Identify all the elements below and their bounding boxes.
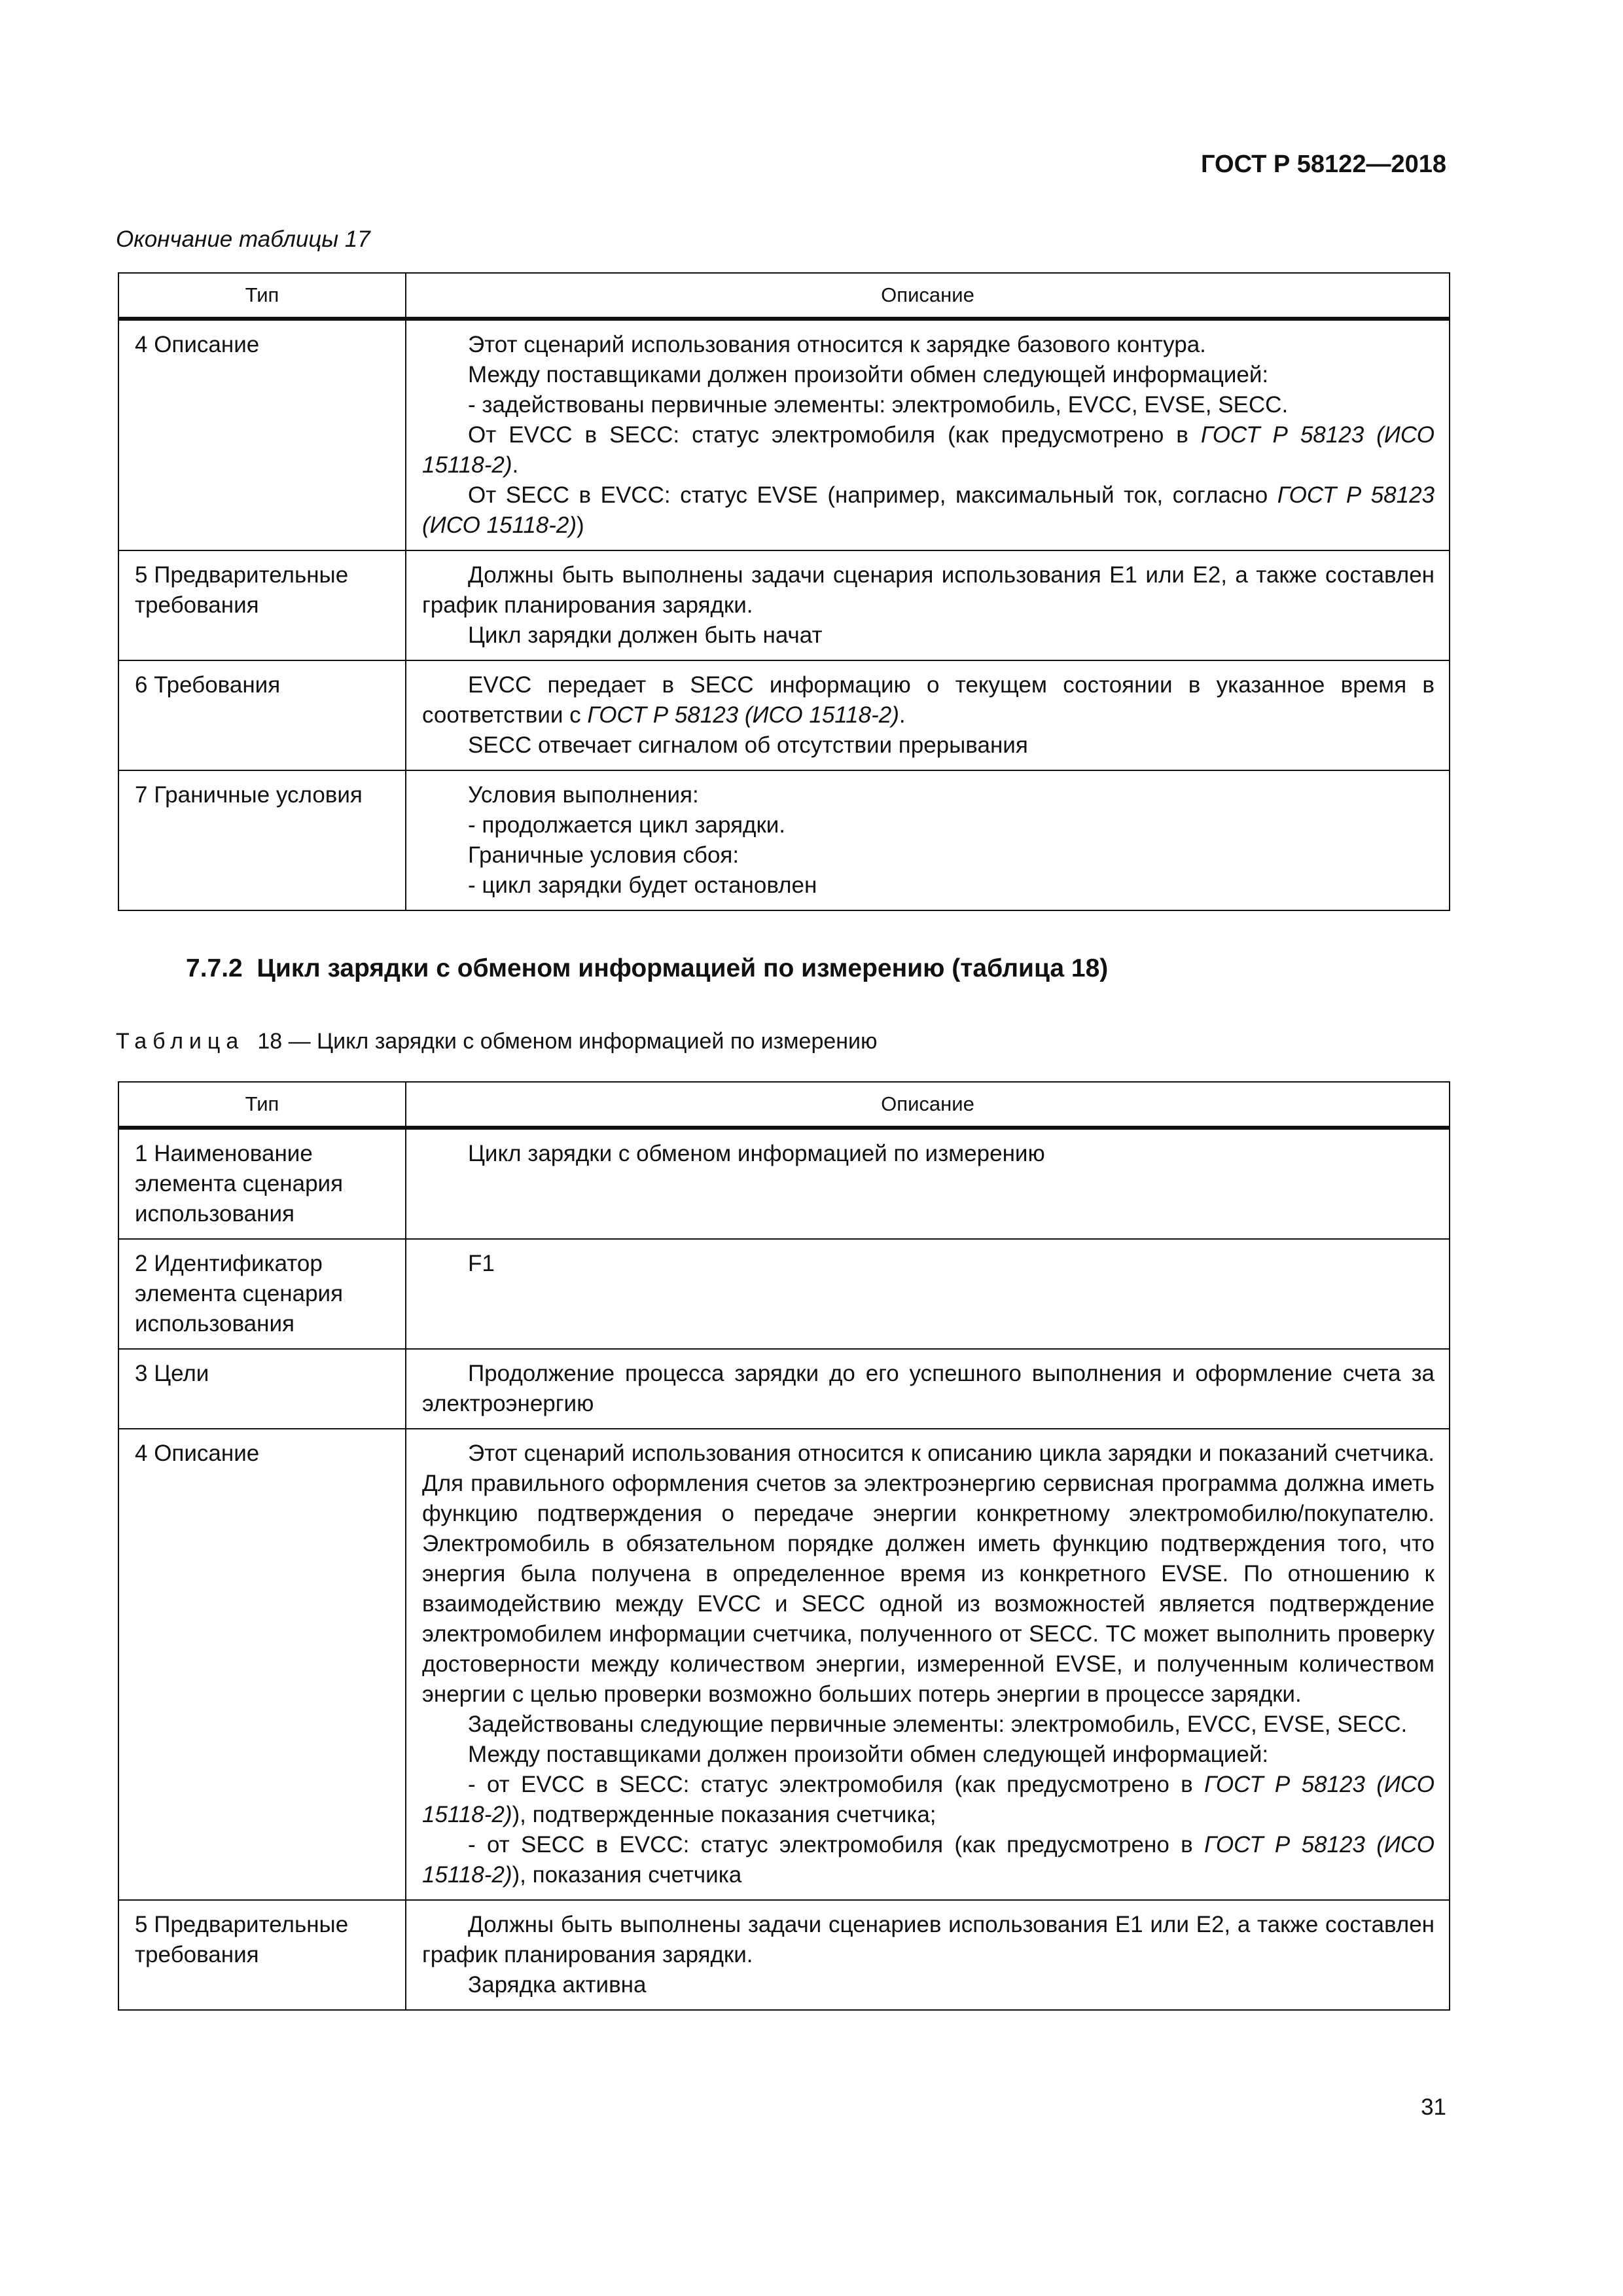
table-row — [118, 1128, 1450, 1239]
paragraph-text: Этот сценарий использования относится к описанию цикла зарядки и показаний счетчика. Для правильного оформления счетов за электроэнергию сервисная программа должна иметь функцию подтверждения о передаче энергии конкретному электромобилю/покупателю. Электромобиль в обязательном порядке должен иметь функцию подтверждения того, что энергия была получена в определенное время из конкретного EVSE. По отношению к взаимодействию между EVCC и SECC одной из возможностей является подтверждение электромобилем информации счетчика, полученного от SECC. ТС может выполнить проверку достоверности между количеством энергии, измеренной EVSE, и полученным количеством энергии с целью проверки возможно больших потерь энергии в процессе зарядки. — [422, 1441, 1435, 1707]
table-row — [118, 550, 1450, 660]
standard-reference: ГОСТ Р 58123 (ИСО 15118-2) — [422, 482, 1435, 538]
row-type-cell: 2 Идентификатор элемента сценария использования — [118, 1239, 406, 1349]
paragraph-text-after: . — [899, 702, 906, 728]
paragraph-text: Этот сценарий использования относится к зарядке базового контура. — [468, 332, 1206, 357]
paragraph-text: Между поставщиками должен произойти обмен следующей информацией: — [468, 362, 1269, 387]
description-paragraph — [422, 1439, 1435, 1710]
table-row — [118, 770, 1450, 910]
column-header-description: Описание — [406, 1082, 1450, 1128]
column-header-description: Описание — [406, 273, 1450, 319]
standard-reference: ГОСТ Р 58123 (ИСО 15118-2) — [422, 422, 1435, 478]
table-row — [118, 1349, 1450, 1429]
row-type-cell: 5 Предварительные требования — [118, 1900, 406, 2010]
row-type-cell: 3 Цели — [118, 1349, 406, 1429]
table-row — [118, 660, 1450, 770]
description-paragraph — [422, 1139, 1435, 1169]
paragraph-text: Должны быть выполнены задачи сценария использования E1 или E2, а также составлен график планирования зарядки. — [422, 562, 1435, 618]
row-type-cell: 1 Наименование элемента сценария использования — [118, 1128, 406, 1239]
description-paragraph — [422, 420, 1435, 480]
section-number: 7.7.2 — [186, 954, 243, 982]
description-paragraph — [422, 390, 1435, 420]
description-paragraph — [422, 870, 1435, 901]
paragraph-text: Условия выполнения: — [468, 782, 699, 808]
paragraph-text: Граничные условия сбоя: — [468, 842, 740, 868]
description-paragraph — [422, 1770, 1435, 1830]
row-type-cell: 4 Описание — [118, 1429, 406, 1900]
description-paragraph — [422, 1359, 1435, 1419]
paragraph-text: F1 — [468, 1251, 495, 1276]
column-header-type: Тип — [118, 1082, 406, 1128]
caption-text: 18 — Цикл зарядки с обменом информацией по измерению — [257, 1029, 878, 1054]
paragraph-text: EVCC передает в SECC информацию о текущем состоянии в указанное время в соответствии с — [422, 672, 1435, 728]
paragraph-text: - от SECC в EVCC: статус электромобиля (как предусмотрено в — [468, 1832, 1205, 1857]
description-paragraph — [422, 730, 1435, 761]
description-paragraph — [422, 1830, 1435, 1890]
table-header-row — [118, 1082, 1450, 1128]
section-title-text: Цикл зарядки с обменом информацией по измерению (таблица 18) — [257, 954, 1109, 982]
paragraph-text-after: . — [512, 452, 519, 478]
description-paragraph — [422, 360, 1435, 390]
row-description-cell — [406, 1349, 1450, 1429]
description-paragraph — [422, 620, 1435, 651]
row-type-cell: 7 Граничные условия — [118, 770, 406, 910]
description-paragraph — [422, 780, 1435, 810]
row-description-cell — [406, 770, 1450, 910]
row-description-cell — [406, 1900, 1450, 2010]
description-paragraph — [422, 840, 1435, 870]
column-header-type: Тип — [118, 273, 406, 319]
caption-word: Таблица — [116, 1029, 245, 1054]
table-header-row — [118, 273, 1450, 319]
row-description-cell — [406, 1429, 1450, 1900]
row-description-cell — [406, 660, 1450, 770]
description-paragraph — [422, 1740, 1435, 1770]
description-paragraph — [422, 480, 1435, 541]
description-paragraph — [422, 1970, 1435, 2000]
description-paragraph — [422, 330, 1435, 360]
paragraph-text-after: ), показания счетчика — [512, 1862, 742, 1888]
paragraph-text: От SECC в EVCC: статус EVSE (например, максимальный ток, согласно — [468, 482, 1277, 508]
row-description-cell — [406, 1128, 1450, 1239]
paragraph-text: Продолжение процесса зарядки до его успешного выполнения и оформление счета за электроэнергию — [422, 1361, 1435, 1416]
table-continuation-label: Окончание таблицы 17 — [116, 226, 370, 252]
standard-reference: ГОСТ Р 58123 (ИСО 15118-2) — [587, 702, 899, 728]
paragraph-text: Зарядка активна — [468, 1972, 647, 1998]
standard-reference: ГОСТ Р 58123 (ИСО 15118-2) — [422, 1772, 1435, 1827]
table-row — [118, 1239, 1450, 1349]
paragraph-text: Задействованы следующие первичные элементы: электромобиль, EVCC, EVSE, SECC. — [468, 1712, 1408, 1737]
description-paragraph — [422, 560, 1435, 620]
paragraph-text: SECC отвечает сигналом об отсутствии прерывания — [468, 732, 1028, 758]
paragraph-text: Должны быть выполнены задачи сценариев использования E1 или E2, а также составлен график планирования зарядки. — [422, 1912, 1435, 1967]
row-description-cell — [406, 550, 1450, 660]
table-18 — [118, 1081, 1450, 2011]
description-paragraph — [422, 670, 1435, 730]
row-type-cell: 4 Описание — [118, 319, 406, 550]
paragraph-text: - продолжается цикл зарядки. — [468, 812, 786, 838]
table-row — [118, 319, 1450, 550]
document-code: ГОСТ Р 58122—2018 — [1201, 151, 1446, 178]
row-description-cell — [406, 1239, 1450, 1349]
table-18-caption — [116, 1029, 878, 1054]
page-number: 31 — [1421, 2094, 1446, 2120]
section-heading — [186, 954, 1108, 983]
paragraph-text: - от EVCC в SECC: статус электромобиля (как предусмотрено в — [468, 1772, 1205, 1797]
paragraph-text-after: ), подтвержденные показания счетчика; — [512, 1802, 936, 1827]
paragraph-text: Цикл зарядки должен быть начат — [468, 622, 823, 648]
paragraph-text: - цикл зарядки будет остановлен — [468, 872, 817, 898]
paragraph-text: Между поставщиками должен произойти обмен следующей информацией: — [468, 1742, 1269, 1767]
description-paragraph — [422, 810, 1435, 840]
table-row — [118, 1900, 1450, 2010]
description-paragraph — [422, 1910, 1435, 1970]
standard-reference: ГОСТ Р 58123 (ИСО 15118-2) — [422, 1832, 1435, 1888]
table-row — [118, 1429, 1450, 1900]
paragraph-text: Цикл зарядки с обменом информацией по измерению — [468, 1141, 1045, 1166]
paragraph-text-after: ) — [577, 512, 584, 538]
paragraph-text: - задействованы первичные элементы: электромобиль, EVCC, EVSE, SECC. — [468, 392, 1289, 418]
row-type-cell: 5 Предварительные требования — [118, 550, 406, 660]
table-17 — [118, 272, 1450, 911]
description-paragraph — [422, 1249, 1435, 1279]
row-description-cell — [406, 319, 1450, 550]
description-paragraph — [422, 1710, 1435, 1740]
paragraph-text: От EVCC в SECC: статус электромобиля (как предусмотрено в — [468, 422, 1201, 448]
row-type-cell: 6 Требования — [118, 660, 406, 770]
